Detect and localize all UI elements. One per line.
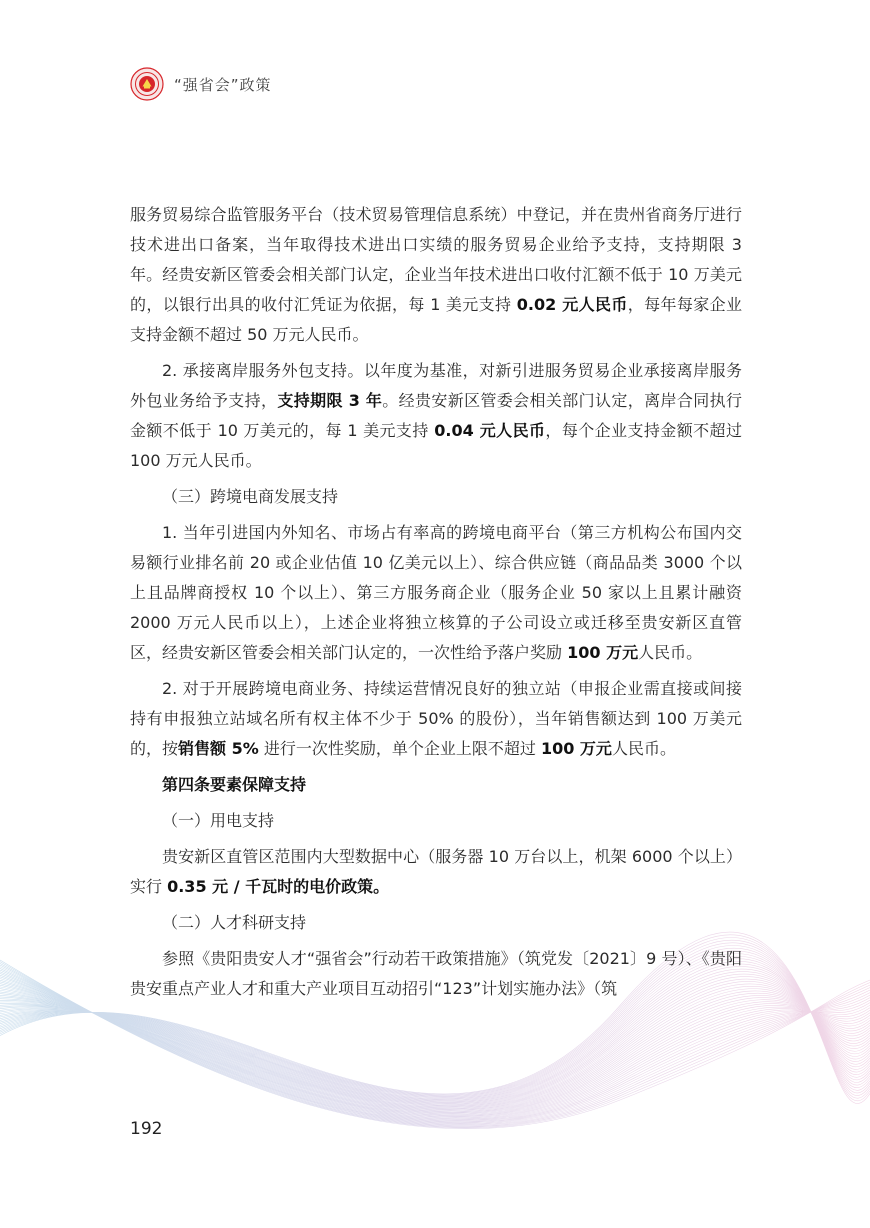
body-paragraph bbox=[130, 356, 742, 476]
body-paragraph bbox=[130, 674, 742, 764]
page-header bbox=[130, 64, 272, 104]
paragraph-text: 进行一次性奖励，单个企业上限不超过 bbox=[258, 739, 541, 758]
header-title: “强省会”政策 bbox=[174, 75, 272, 94]
body-paragraph bbox=[130, 200, 742, 350]
paragraph-text: （二）人才科研支持 bbox=[162, 913, 307, 932]
body-paragraph bbox=[130, 944, 742, 1004]
paragraph-text: 。经贵安新区管委会相关部门认定，离岸合同执行金额不低于 10 万美元的，每 1 美元支持 bbox=[130, 391, 742, 440]
paragraph-text: 贵安新区直管区范围内大型数据中心（服务器 10 万台以上，机架 6000 个以上）实行 bbox=[130, 847, 742, 896]
wave-line bbox=[0, 994, 870, 1113]
emphasis-text: 0.02 元人民币 bbox=[516, 295, 628, 314]
body-paragraph bbox=[130, 908, 742, 938]
party-emblem-icon bbox=[130, 67, 164, 101]
body-paragraph bbox=[130, 806, 742, 836]
wave-line bbox=[0, 993, 870, 1112]
paragraph-text: 服务贸易综合监管服务平台（技术贸易管理信息系统）中登记，并在贵州省商务厅进行技术进出口备案，当年取得技术进出口实绩的服务贸易企业给予支持，支持期限 3 年。经贵安新区管委会相关部门认定，企业当年技术进出口收付汇额不低于 10 万美元的，以银行出具的收付汇凭证为依据，每 1 美元支持 bbox=[130, 205, 742, 314]
body-paragraph bbox=[130, 482, 742, 512]
paragraph-text: 参照《贵阳贵安人才“强省会”行动若干政策措施》（筑党发〔2021〕9 号）、《贵阳贵安重点产业人才和重大产业项目互动招引“123”计划实施办法》（筑 bbox=[130, 949, 742, 998]
paragraph-text: 人民币。 bbox=[638, 643, 703, 662]
body-paragraph bbox=[130, 842, 742, 902]
emphasis-text: 销售额 5% bbox=[178, 739, 259, 758]
paragraph-text: ，每个企业支持金额不超过 100 万元人民币。 bbox=[130, 421, 742, 470]
emphasis-text: 0.04 元人民币 bbox=[434, 421, 546, 440]
emphasis-text: 100 万元 bbox=[540, 739, 612, 758]
paragraph-text: ，每年每家企业支持金额不超过 50 万元人民币。 bbox=[130, 295, 742, 344]
document-body bbox=[130, 200, 742, 1010]
paragraph-text: （一）用电支持 bbox=[162, 811, 275, 830]
body-paragraph bbox=[130, 518, 742, 668]
paragraph-text: 2. 承接离岸服务外包支持。以年度为基准，对新引进服务贸易企业承接离岸服务外包业务给予支持， bbox=[130, 361, 742, 410]
section-heading bbox=[130, 770, 742, 800]
paragraph-text: 2. 对于开展跨境电商业务、持续运营情况良好的独立站（申报企业需直接或间接持有申报独立站域名所有权主体不少于 50% 的股份），当年销售额达到 100 万美元的，按 bbox=[130, 679, 742, 758]
paragraph-text: 人民币。 bbox=[611, 739, 676, 758]
wave-line bbox=[0, 992, 870, 1114]
paragraph-text: 1. 当年引进国内外知名、市场占有率高的跨境电商平台（第三方机构公布国内交易额行业排名前 20 或企业估值 10 亿美元以上）、综合供应链（商品品类 3000 个以上且品牌商授权 10 个以上）、第三方服务商企业（服务企业 50 家以上且累计融资 2000 万元人民币以上），上述企业将独立核算的子公司设立或迁移至贵安新区直管区，经贵安新区管委会相关部门认定的，一次性给予落户奖励 bbox=[130, 523, 742, 662]
emphasis-text: 0.35 元 / 千瓦时的电价政策。 bbox=[167, 877, 390, 896]
paragraph-text: 第四条要素保障支持 bbox=[162, 775, 307, 794]
emphasis-text: 支持期限 3 年 bbox=[277, 391, 383, 410]
emphasis-text: 100 万元 bbox=[567, 643, 639, 662]
paragraph-text: （三）跨境电商发展支持 bbox=[162, 487, 339, 506]
page-number: 192 bbox=[130, 1119, 163, 1139]
